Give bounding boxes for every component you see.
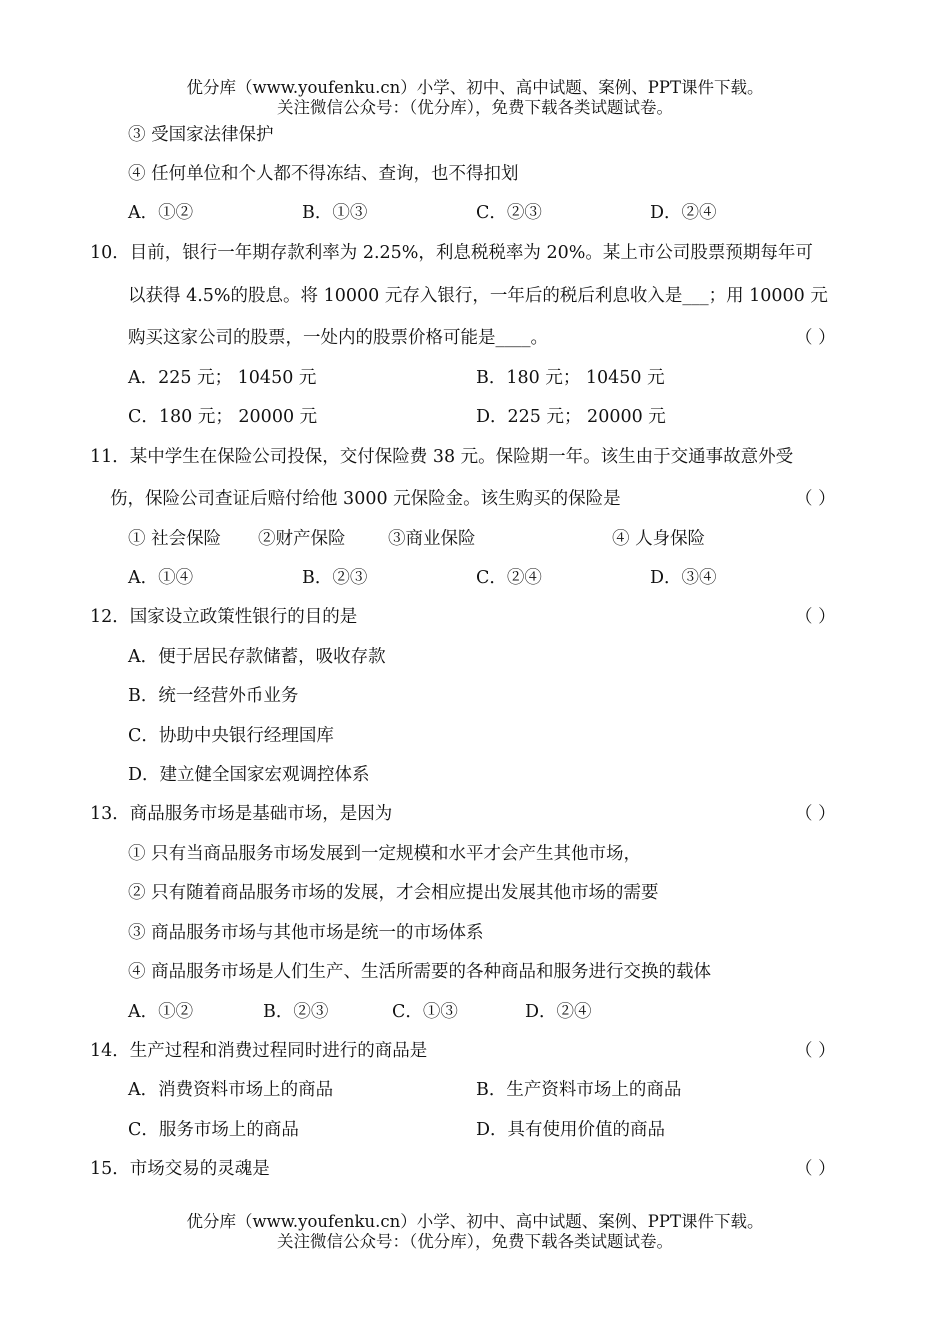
q9-item-4: ④ 任何单位和个人都不得冻结、查询，也不得扣划 (128, 164, 519, 184)
q12-option-d: D．建立健全国家宏观调控体系 (128, 765, 370, 785)
q13-item-3: ③ 商品服务市场与其他市场是统一的市场体系 (128, 923, 484, 943)
q14-answer-paren: （ ） (795, 1041, 836, 1061)
q13-option-d: D．②④ (525, 1002, 592, 1022)
q13-answer-paren: （ ） (795, 804, 836, 824)
q11-item-3: ③商业保险 (388, 529, 476, 549)
q11-stem-line-1: 11．某中学生在保险公司投保，交付保险费 38 元。保险期一年。该生由于交通事故意外受 (90, 447, 794, 467)
header-line-1: 优分库（www.youfenku.cn）小学、初中、高中试题、案例、PPT课件下载。 (186, 78, 764, 97)
q9-option-a: A．①② (128, 203, 194, 223)
q11-item-2: ②财产保险 (258, 529, 346, 549)
header-line-2: 关注微信公众号：（优分库），免费下载各类试题试卷。 (277, 98, 673, 117)
q10-answer-paren: （ ） (795, 328, 836, 348)
q14-option-b: B．生产资料市场上的商品 (476, 1080, 682, 1100)
q10-stem-line-1: 10．目前，银行一年期存款利率为 2.25%，利息税税率为 20%。某上市公司股票预期每年可 (90, 243, 813, 263)
q11-answer-paren: （ ） (795, 489, 836, 509)
q11-item-4: ④ 人身保险 (612, 529, 706, 549)
q13-item-4: ④ 商品服务市场是人们生产、生活所需要的各种商品和服务进行交换的载体 (128, 962, 712, 982)
q11-option-d: D．③④ (650, 568, 717, 588)
q13-stem: 13．商品服务市场是基础市场，是因为 (90, 804, 393, 824)
q14-option-a: A．消费资料市场上的商品 (128, 1080, 334, 1100)
q15-stem: 15．市场交易的灵魂是 (90, 1159, 270, 1179)
q11-option-a: A．①④ (128, 568, 194, 588)
footer-line-2: 关注微信公众号：（优分库），免费下载各类试题试卷。 (277, 1232, 673, 1251)
q14-option-d: D．具有使用价值的商品 (476, 1120, 666, 1140)
q14-option-c: C．服务市场上的商品 (128, 1120, 299, 1140)
q13-item-1: ① 只有当商品服务市场发展到一定规模和水平才会产生其他市场， (128, 844, 642, 864)
q10-option-d: D．225 元； 20000 元 (476, 407, 666, 427)
q11-stem-line-2: 伤，保险公司查证后赔付给他 3000 元保险金。该生购买的保险是 (110, 489, 621, 509)
q12-stem: 12．国家设立政策性银行的目的是 (90, 607, 358, 627)
q15-answer-paren: （ ） (795, 1159, 836, 1179)
q12-option-a: A．便于居民存款储蓄，吸收存款 (128, 647, 386, 667)
q9-option-c: C．②③ (476, 203, 542, 223)
q11-option-b: B．②③ (302, 568, 368, 588)
q14-stem: 14．生产过程和消费过程同时进行的商品是 (90, 1041, 428, 1061)
q9-option-d: D．②④ (650, 203, 717, 223)
q11-item-1: ① 社会保险 (128, 529, 222, 549)
q10-option-c: C．180 元； 20000 元 (128, 407, 318, 427)
q13-option-b: B．②③ (263, 1002, 329, 1022)
q12-answer-paren: （ ） (795, 607, 836, 627)
q10-option-b: B．180 元； 10450 元 (476, 368, 665, 388)
q10-stem-line-3: 购买这家公司的股票，一处内的股票价格可能是____。 (128, 328, 548, 348)
footer-line-1: 优分库（www.youfenku.cn）小学、初中、高中试题、案例、PPT课件下载。 (186, 1212, 764, 1231)
q9-option-b: B．①③ (302, 203, 368, 223)
q13-option-a: A．①② (128, 1002, 194, 1022)
q10-option-a: A．225 元； 10450 元 (128, 368, 317, 388)
q12-option-c: C．协助中央银行经理国库 (128, 726, 334, 746)
q13-item-2: ② 只有随着商品服务市场的发展，才会相应提出发展其他市场的需要 (128, 883, 659, 903)
q10-stem-line-2: 以获得 4.5%的股息。将 10000 元存入银行，一年后的税后利息收入是___；用 10000 元 (128, 286, 828, 306)
q13-option-c: C．①③ (392, 1002, 458, 1022)
q9-item-3: ③ 受国家法律保护 (128, 125, 274, 145)
q12-option-b: B．统一经营外币业务 (128, 686, 299, 706)
q11-option-c: C．②④ (476, 568, 542, 588)
